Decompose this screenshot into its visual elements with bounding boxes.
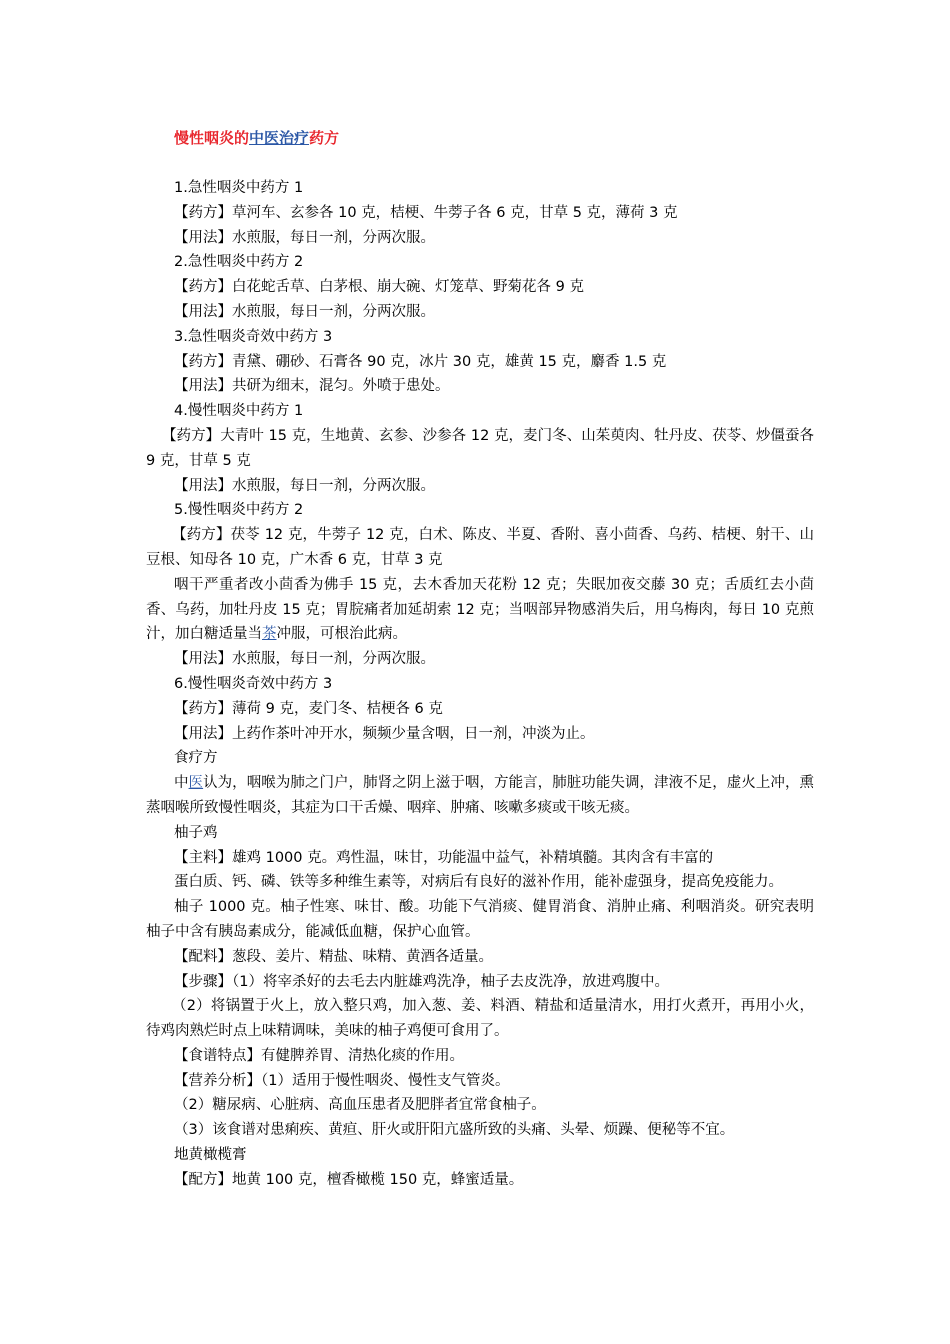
paste-formula: 【配方】地黄 100 克，檀香橄榄 150 克，蜂蜜适量。	[174, 1171, 524, 1188]
recipe-features: 【食谱特点】有健脾养胃、清热化痰的作用。	[174, 1047, 464, 1064]
title-link-tcm-treatment[interactable]: 中医治疗	[249, 129, 310, 147]
heading-chronic-2: 5.慢性咽炎中药方 2	[174, 502, 304, 519]
recipe-chronic-1: 【药方】大青叶 15 克，生地黄、玄参、沙参各 12 克，麦门冬、山茱萸肉、牡丹皮、茯苓、炒僵蚕各 9 克，甘草 5 克	[146, 427, 814, 469]
usage-acute-3: 【用法】共研为细末，混匀。外喷于患处。	[174, 378, 450, 395]
title-text-start: 慢性咽炎的	[174, 129, 250, 147]
step-1: 【步骤】（1）将宰杀好的去毛去内脏雄鸡洗净，柚子去皮洗净，放进鸡腹中。	[174, 973, 669, 990]
pomelo-detail: 柚子 1000 克。柚子性寒、味甘、酸。功能下气消痰、健胃消食、消肿止痛、利咽消炎。研究表明柚子中含有胰岛素成分，能减低血糖，保护心血管。	[146, 899, 814, 940]
medicine-link[interactable]: 医	[188, 775, 204, 792]
recipe-acute-1: 【药方】草河车、玄参各 10 克，桔梗、牛蒡子各 6 克，甘草 5 克，薄荷 3 克	[174, 204, 678, 221]
recipe-chronic-2: 【药方】茯苓 12 克，牛蒡子 12 克，白术、陈皮、半夏、香附、喜小茴香、乌药、桔梗、射干、山豆根、知母各 10 克，广木香 6 克，甘草 3 克	[146, 527, 814, 568]
usage-chronic-1: 【用法】水煎服，每日一剂，分两次服。	[174, 477, 435, 494]
step-2: （2）将锅置于火上，放入整只鸡，加入葱、姜、料酒、精盐和适量清水，用打火煮开，再用小火，待鸡肉熟烂时点上味精调味，美味的柚子鸡便可食用了。	[146, 998, 814, 1040]
tcm-explanation	[146, 771, 814, 821]
heading-chronic-1: 4.慢性咽炎中药方 1	[174, 403, 304, 420]
title-text-end: 药方	[309, 129, 340, 147]
heading-chronic-3: 6.慢性咽炎奇效中药方 3	[174, 675, 333, 692]
nutrition-3: （3）该食谱对患痢疾、黄疸、肝火或肝阳亢盛所致的头痛、头晕、烦躁、便秘等不宜。	[174, 1122, 735, 1139]
heading-rehmannia-olive-paste: 地黄橄榄膏	[174, 1147, 247, 1164]
heading-acute-2: 2.急性咽炎中药方 2	[174, 254, 304, 271]
recipe-acute-2: 【药方】白花蛇舌草、白茅根、崩大碗、灯笼草、野菊花各 9 克	[174, 279, 584, 296]
usage-acute-2: 【用法】水煎服，每日一剂，分两次服。	[174, 303, 435, 320]
main-ingredient-detail: 蛋白质、钙、磷、铁等多种维生素等，对病后有良好的滋补作用，能补虚强身，提高免疫能力。	[174, 874, 783, 891]
tea-link[interactable]: 茶	[262, 626, 277, 643]
heading-acute-3: 3.急性咽炎奇效中药方 3	[174, 328, 333, 345]
usage-chronic-2: 【用法】水煎服，每日一剂，分两次服。	[174, 651, 435, 668]
tcm-text-end: 认为，咽喉为肺之门户，肺肾之阴上滋于咽，方能言，肺脏功能失调，津液不足，虚火上冲，熏蒸咽喉所致慢性咽炎，其症为口干舌燥、咽痒、肿痛、咳嗽多痰或干咳无痰。	[146, 775, 814, 816]
document-title	[174, 128, 339, 148]
heading-pomelo-chicken: 柚子鸡	[174, 824, 218, 841]
modification-text-start: 咽干严重者改小茴香为佛手 15 克，去木香加天花粉 12 克；失眠加夜交藤 30 克；舌质红去小茴香、乌药，加牡丹皮 15 克；胃脘痛者加延胡索 12 克；当咽部异物感消失后，用乌梅肉，每日 10 克煎汁，加白糖适量当	[146, 576, 814, 643]
recipe-chronic-3: 【药方】薄荷 9 克，麦门冬、桔梗各 6 克	[174, 700, 443, 717]
heading-diet-therapy: 食疗方	[174, 750, 218, 767]
usage-acute-1: 【用法】水煎服，每日一剂，分两次服。	[174, 229, 435, 246]
heading-acute-1: 1.急性咽炎中药方 1	[174, 180, 304, 196]
usage-chronic-3: 【用法】上药作茶叶冲开水，频频少量含咽，日一剂，冲淡为止。	[174, 725, 595, 742]
seasonings: 【配料】葱段、姜片、精盐、味精、黄酒各适量。	[174, 948, 493, 965]
nutrition-2: （2）糖尿病、心脏病、高血压患者及肥胖者宜常食柚子。	[174, 1097, 546, 1114]
modification-note	[146, 573, 814, 647]
recipe-acute-3: 【药方】青黛、硼砂、石膏各 90 克，冰片 30 克，雄黄 15 克，麝香 1.5 克	[174, 353, 667, 370]
document-body	[146, 176, 814, 1193]
nutrition-1: 【营养分析】（1）适用于慢性咽炎、慢性支气管炎。	[174, 1072, 510, 1089]
tcm-text-start: 中	[174, 775, 189, 792]
modification-text-end: 冲服，可根治此病。	[276, 626, 407, 643]
main-ingredient: 【主料】雄鸡 1000 克。鸡性温，味甘，功能温中益气，补精填髓。其肉含有丰富的	[174, 849, 714, 866]
